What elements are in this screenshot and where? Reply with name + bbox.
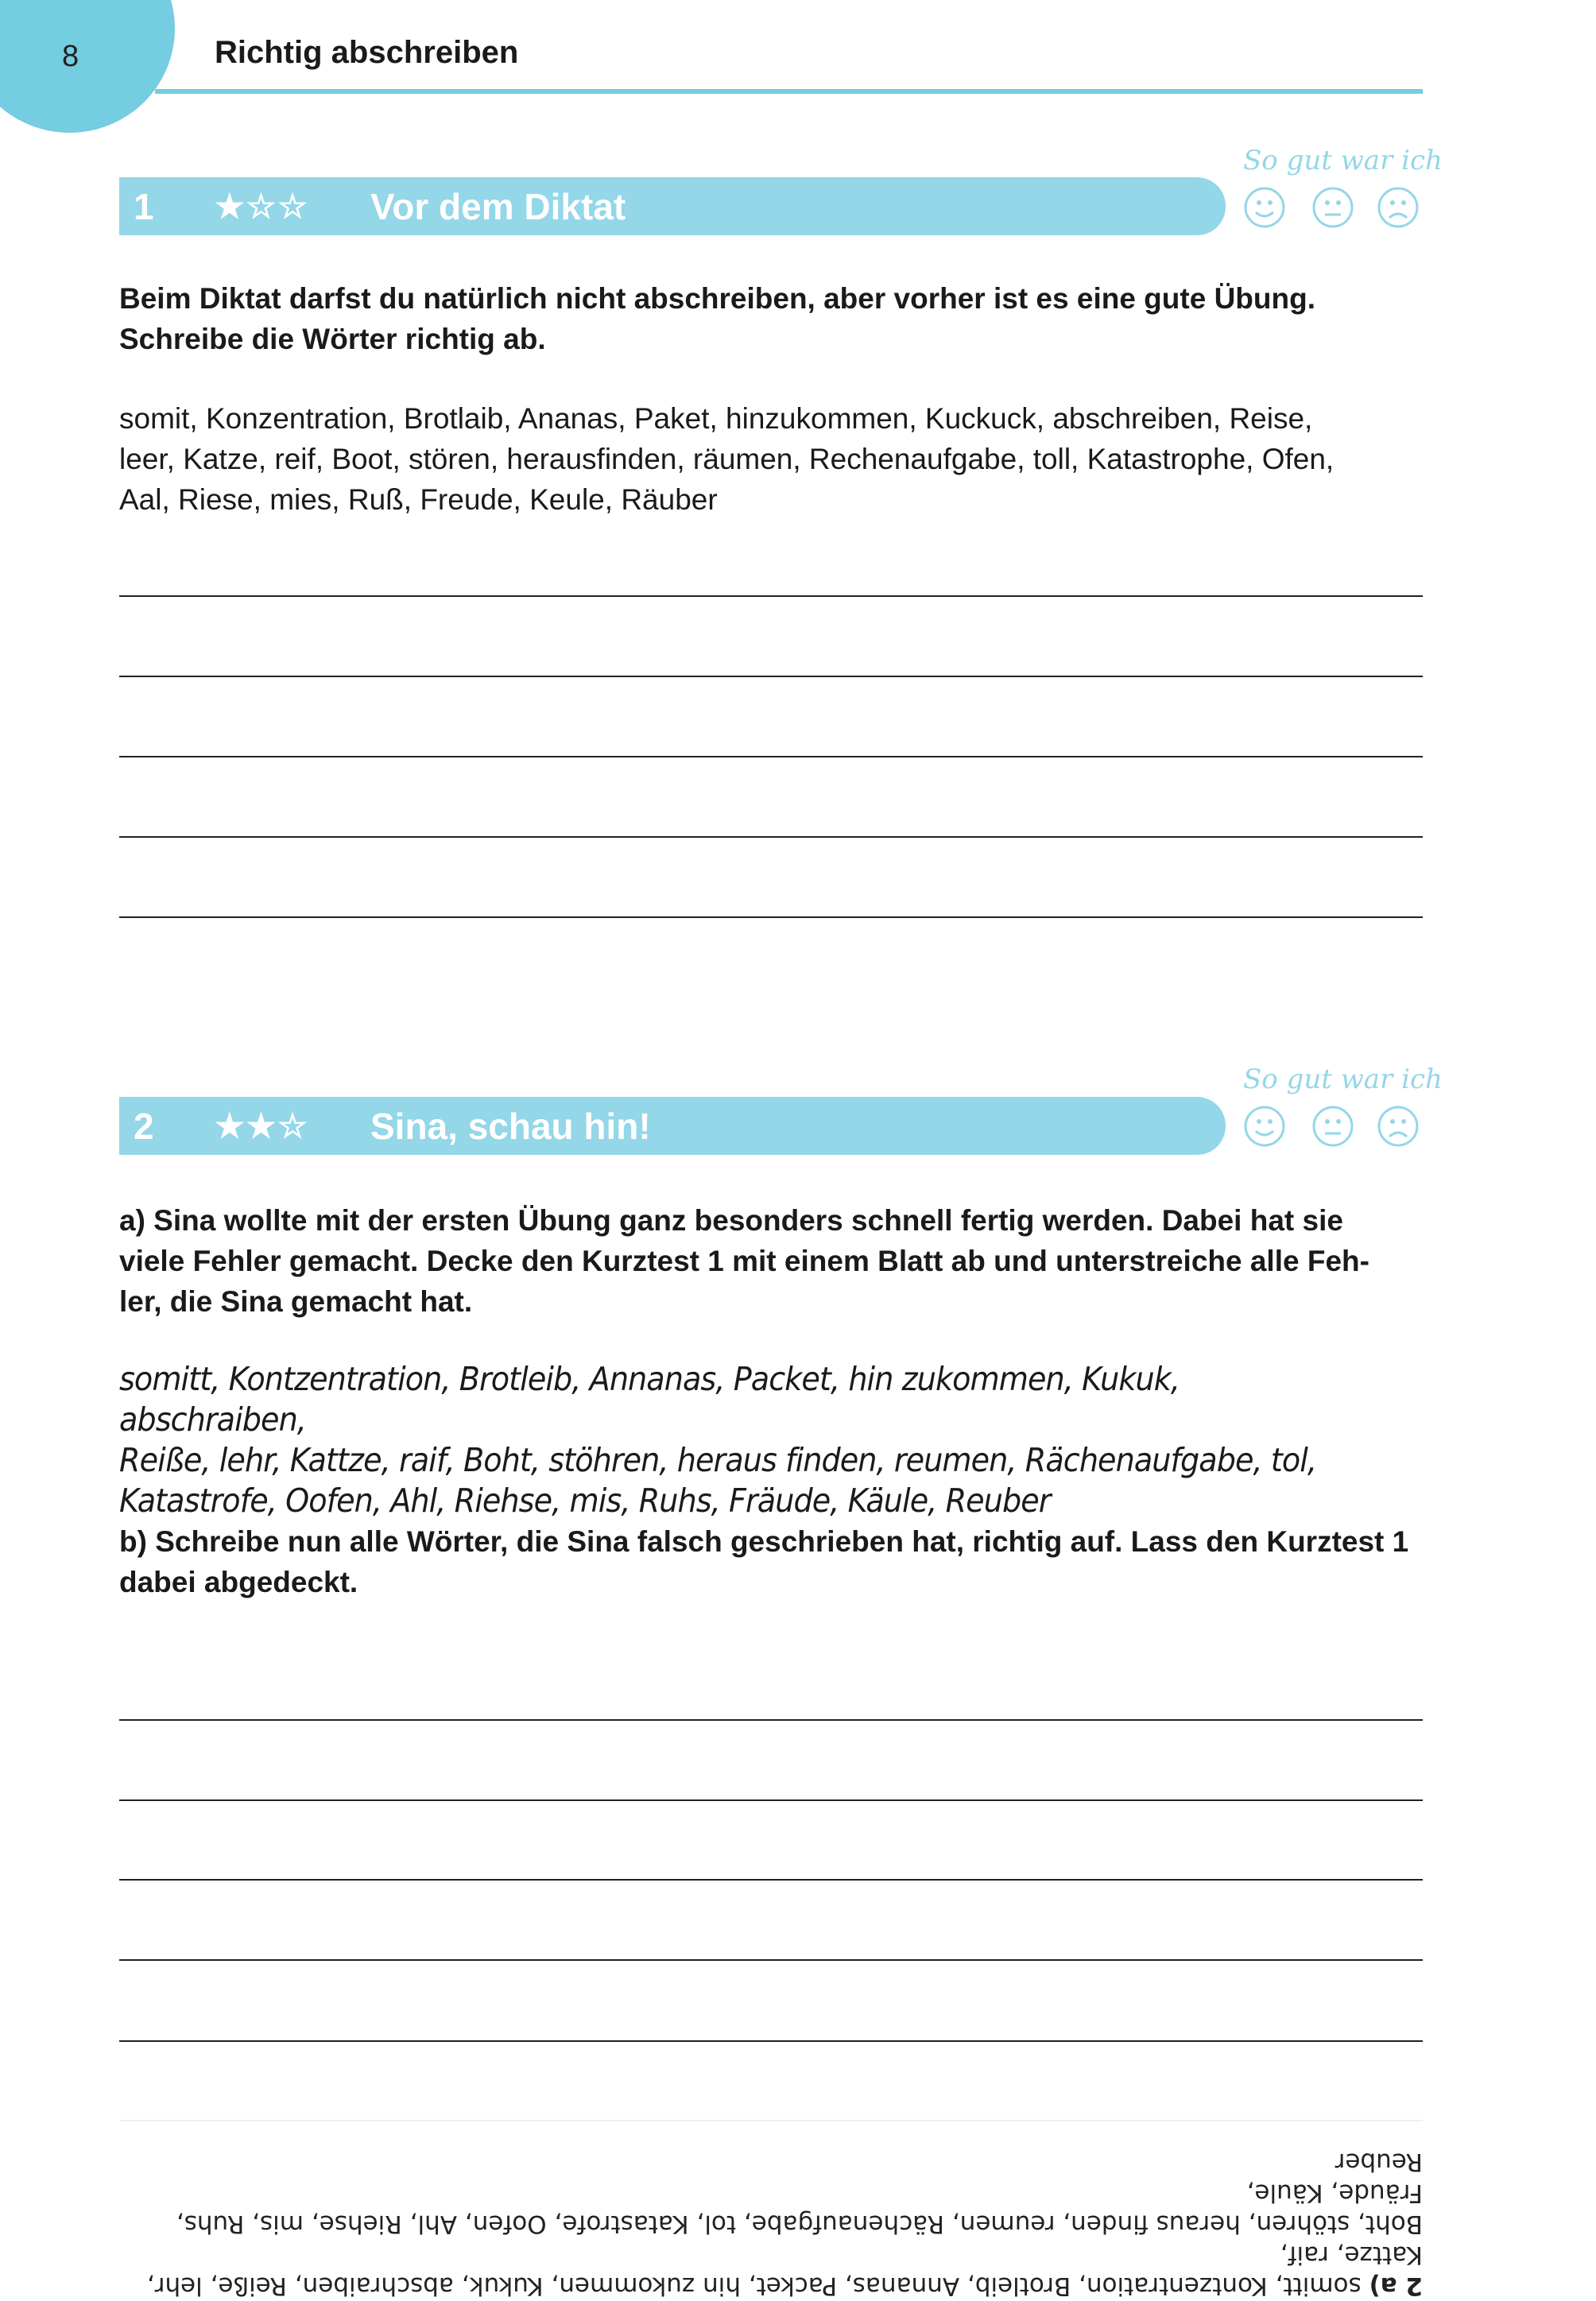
exercise-1-header bbox=[119, 177, 1226, 235]
solution-divider bbox=[119, 2120, 1423, 2121]
page-number-circle bbox=[0, 0, 175, 133]
writing-line[interactable] bbox=[119, 1799, 1423, 1801]
header-divider bbox=[155, 89, 1423, 94]
page-number: 8 bbox=[62, 40, 79, 73]
instruction-line: a) Sina wollte mit der ersten Übung ganz besonders schnell fertig werden. Dabei hat sie bbox=[119, 1204, 1343, 1237]
exercise-2b-instruction bbox=[119, 1521, 1431, 1602]
exercise-2-header bbox=[119, 1097, 1226, 1155]
difficulty-stars-icon: ★★☆ bbox=[215, 1107, 309, 1145]
smiley-happy-icon[interactable] bbox=[1243, 186, 1286, 229]
smiley-sad-icon[interactable] bbox=[1377, 1105, 1420, 1148]
writing-line[interactable] bbox=[119, 595, 1423, 597]
writing-line[interactable] bbox=[119, 1879, 1423, 1881]
instruction-line: viele Fehler gemacht. Decke den Kurztest 1 mit einem Blatt ab und unterstreiche alle Feh- bbox=[119, 1245, 1369, 1277]
writing-line[interactable] bbox=[119, 1719, 1423, 1721]
word-list bbox=[119, 398, 1431, 520]
smiley-neutral-icon[interactable] bbox=[1311, 1105, 1354, 1148]
writing-line[interactable] bbox=[119, 916, 1423, 918]
exercise-number: 2 bbox=[134, 1106, 154, 1147]
writing-line[interactable] bbox=[119, 756, 1423, 757]
word-line: Aal, Riese, mies, Ruß, Freude, Keule, Räuber bbox=[119, 483, 718, 516]
solution-label: 2 a) bbox=[1369, 2272, 1423, 2300]
difficulty-stars-icon: ★☆☆ bbox=[215, 188, 309, 225]
exercise-number: 1 bbox=[134, 186, 154, 227]
upside-down-solution bbox=[119, 2146, 1423, 2301]
solution-line bbox=[119, 2239, 1423, 2301]
writing-line[interactable] bbox=[119, 1959, 1423, 1961]
solution-text: somitt, Kontzentration, Brotleib, Annanas, Packet, hin zukommen, Kukuk, abschraiben, Reiße, lehr, Kattze, raif, bbox=[146, 2241, 1423, 2300]
handwritten-line: Katastrofe, Oofen, Ahl, Riehse, mis, Ruhs, Fräude, Käule, Reuber bbox=[119, 1482, 1051, 1520]
instruction-line: Beim Diktat darfst du natürlich nicht abschreiben, aber vorher ist es eine gute Übung. bbox=[119, 282, 1315, 315]
word-line: somit, Konzentration, Brotlaib, Ananas, Paket, hinzukommen, Kuckuck, abschreiben, Reise, bbox=[119, 402, 1313, 435]
writing-line[interactable] bbox=[119, 836, 1423, 838]
handwritten-word-list bbox=[119, 1359, 1339, 1521]
solution-line: Boht, stöhren, heraus finden, reumen, Rächenaufgabe, tol, Katastrofe, Oofen, Ahl, Riehse, mis, Ruhs, Fräude, Käule, bbox=[176, 2179, 1423, 2238]
exercise-title: Vor dem Diktat bbox=[370, 186, 626, 227]
rating-label: So gut war ich bbox=[1243, 1063, 1443, 1095]
instruction-line: Schreibe die Wörter richtig ab. bbox=[119, 323, 546, 355]
instruction-line: dabei abgedeckt. bbox=[119, 1566, 358, 1598]
chapter-title: Richtig abschreiben bbox=[215, 35, 519, 70]
writing-line[interactable] bbox=[119, 676, 1423, 677]
smiley-happy-icon[interactable] bbox=[1243, 1105, 1286, 1148]
solution-line: Reuber bbox=[1335, 2148, 1423, 2176]
instruction-line: ler, die Sina gemacht hat. bbox=[119, 1285, 473, 1318]
writing-line[interactable] bbox=[119, 2040, 1423, 2042]
handwritten-line: Reiße, lehr, Kattze, raif, Boht, stöhren, heraus finden, reumen, Rächenaufgabe, tol, bbox=[119, 1441, 1317, 1479]
exercise-2a-instruction bbox=[119, 1200, 1431, 1322]
exercise-1-instruction bbox=[119, 278, 1431, 359]
smiley-neutral-icon[interactable] bbox=[1311, 186, 1354, 229]
rating-label: So gut war ich bbox=[1243, 145, 1443, 176]
instruction-line: b) Schreibe nun alle Wörter, die Sina falsch geschrieben hat, richtig auf. Lass den Kurztest 1 bbox=[119, 1525, 1409, 1558]
word-line: leer, Katze, reif, Boot, stören, herausfinden, räumen, Rechenaufgabe, toll, Katastrophe, Ofen, bbox=[119, 443, 1335, 475]
handwritten-line: somitt, Kontzentration, Brotleib, Annanas, Packet, hin zukommen, Kukuk, abschraiben, bbox=[119, 1360, 1180, 1439]
exercise-title: Sina, schau hin! bbox=[370, 1106, 651, 1147]
smiley-sad-icon[interactable] bbox=[1377, 186, 1420, 229]
